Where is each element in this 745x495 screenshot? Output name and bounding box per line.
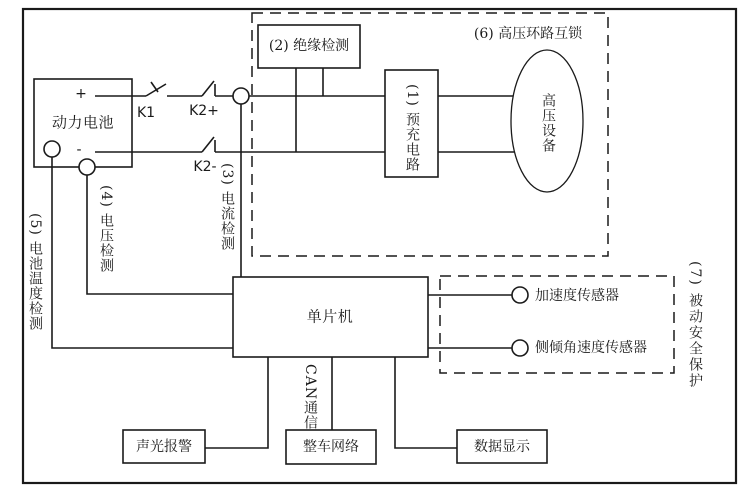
relay-k2minus-label: K2- <box>193 159 217 175</box>
relay-k2plus-label: K2+ <box>189 103 219 119</box>
data-display-label: 数据显示 <box>474 439 530 455</box>
battery-plus-terminal: + <box>75 86 87 102</box>
precharge-label: (1) 预充电路 <box>404 84 420 173</box>
wire-temp-detect <box>52 149 233 348</box>
battery-minus-terminal: - <box>76 142 82 158</box>
wire-alarm <box>205 357 268 448</box>
current-detect-label: (3) 电流检测 <box>219 163 235 252</box>
hv-interlock-label: (6) 高压环路互锁 <box>473 26 583 42</box>
voltage-detect-label: (4) 电压检测 <box>98 185 114 274</box>
accel-sensor-label: 加速度传感器 <box>535 288 619 304</box>
vehicle-network-label: 整车网络 <box>303 439 359 455</box>
current-sensor-circle <box>233 88 249 104</box>
mcu-label: 单片机 <box>306 307 354 326</box>
insulation-label: (2) 绝缘检测 <box>268 38 350 54</box>
battery-temp-tap-circle <box>44 141 60 157</box>
battery-voltage-tap-circle <box>79 159 95 175</box>
passive-safety-label: (7) 被动安全保护 <box>687 261 703 390</box>
temp-detect-label: (5) 电池温度检测 <box>27 213 43 332</box>
hv-device-label: 高压设备 <box>540 93 556 153</box>
alarm-label: 声光报警 <box>136 439 192 455</box>
roll-sensor-label: 侧倾角速度传感器 <box>535 340 647 356</box>
wire-data-display <box>395 357 457 448</box>
relay-k2minus-blade <box>202 137 214 152</box>
can-bus-label: CAN通信 <box>302 364 318 431</box>
relay-k2plus-blade <box>202 81 214 96</box>
accel-sensor-circle <box>512 287 528 303</box>
battery-label: 动力电池 <box>51 113 115 132</box>
relay-k1-label: K1 <box>136 105 156 121</box>
roll-sensor-circle <box>512 340 528 356</box>
